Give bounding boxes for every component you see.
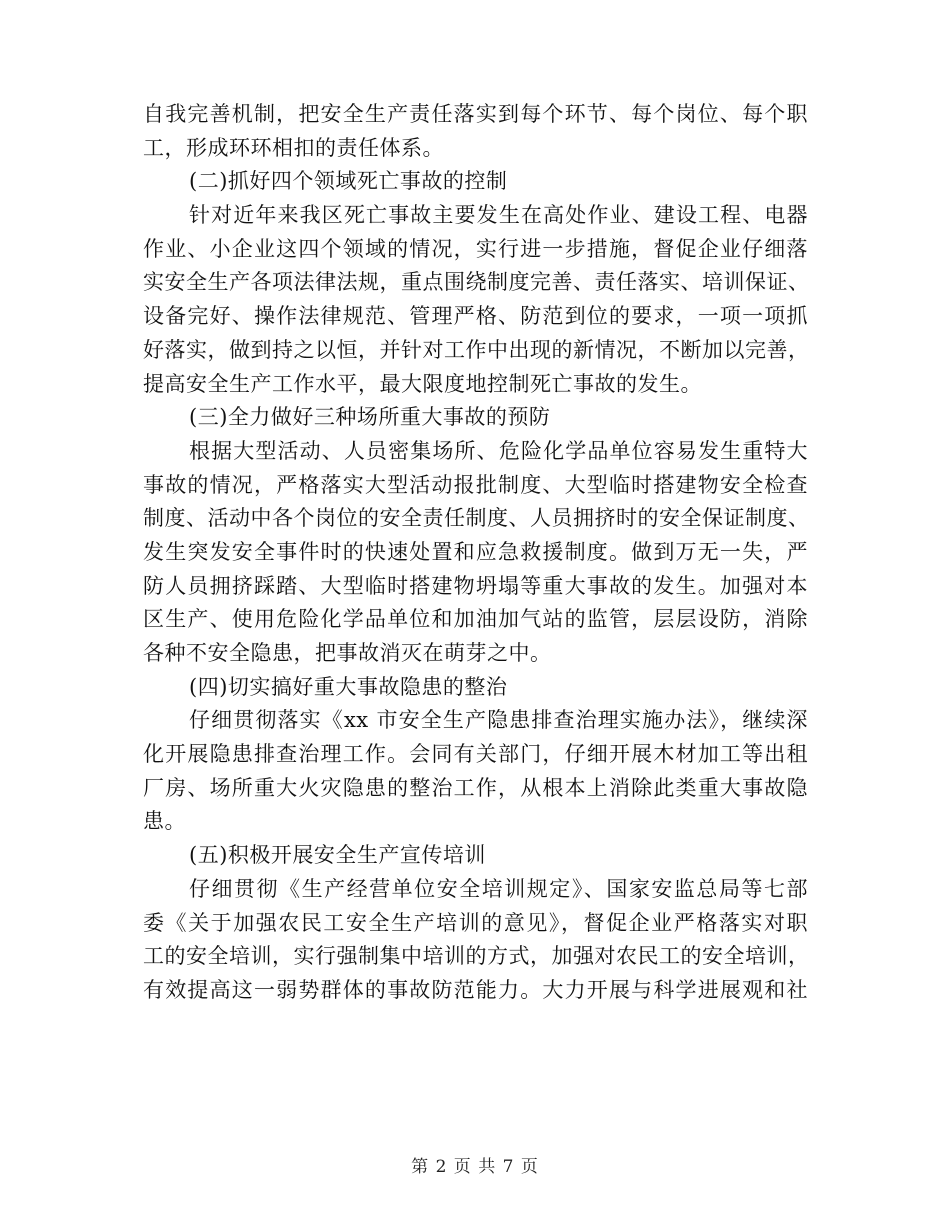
text-line: 工，形成环环相扣的责任体系。: [143, 135, 444, 160]
text-line: 防人员拥挤踩踏、大型临时搭建物坍塌等重大事故的发生。加强对本: [143, 573, 808, 598]
text-line: 委《关于加强农民工安全生产培训的意见》，督促企业严格落实对职: [143, 910, 808, 935]
text-line: 仔细贯彻落实《xx 市安全生产隐患排查治理实施办法》，继续深: [189, 708, 808, 733]
section-heading: (四)切实搞好重大事故隐患的整治: [189, 674, 508, 699]
page-footer: [0, 1152, 950, 1177]
text-line: 实安全生产各项法律法规，重点围绕制度完善、责任落实、培训保证、: [143, 270, 810, 295]
section-heading: (三)全力做好三种场所重大事故的预防: [189, 405, 551, 430]
text-line: 作业、小企业这四个领域的情况，实行进一步措施，督促企业仔细落: [143, 236, 808, 261]
text-line: 提高安全生产工作水平，最大限度地控制死亡事故的发生。: [143, 371, 702, 396]
text-line: 工的安全培训，实行强制集中培训的方式，加强对农民工的安全培训，: [143, 944, 810, 969]
text-line: 厂房、场所重大火灾隐患的整治工作，从根本上消除此类重大事故隐: [143, 775, 808, 800]
document-body: [143, 98, 808, 1008]
text-line: 患。: [143, 809, 186, 834]
text-line: 好落实，做到持之以恒，并针对工作中出现的新情况，不断加以完善，: [143, 337, 810, 362]
text-line: 发生突发安全事件时的快速处置和应急救援制度。做到万无一失，严: [143, 539, 808, 564]
text-line: 制度、活动中各个岗位的安全责任制度、人员拥挤时的安全保证制度、: [143, 506, 810, 531]
text-line: 根据大型活动、人员密集场所、危险化学品单位容易发生重特大: [189, 438, 808, 463]
text-line: 区生产、使用危险化学品单位和加油加气站的监管，层层设防，消除: [143, 607, 808, 632]
section-heading: (二)抓好四个领域死亡事故的控制: [189, 169, 508, 194]
page-number-label: 第 2 页 共 7 页: [411, 1157, 539, 1177]
section-heading: (五)积极开展安全生产宣传培训: [189, 843, 486, 868]
text-line: 有效提高这一弱势群体的事故防范能力。大力开展与科学进展观和社: [143, 977, 808, 1002]
text-line: 针对近年来我区死亡事故主要发生在高处作业、建设工程、电器: [189, 203, 808, 228]
text-line: 化开展隐患排查治理工作。会同有关部门，仔细开展木材加工等出租: [143, 742, 808, 767]
text-line: 自我完善机制，把安全生产责任落实到每个环节、每个岗位、每个职: [143, 102, 808, 126]
text-line: 设备完好、操作法律规范、管理严格、防范到位的要求，一项一项抓: [143, 304, 808, 329]
text-line: 仔细贯彻《生产经营单位安全培训规定》、国家安监总局等七部: [189, 876, 808, 901]
text-line: 事故的情况，严格落实大型活动报批制度、大型临时搭建物安全检查: [143, 472, 808, 497]
text-line: 各种不安全隐患，把事故消灭在萌芽之中。: [143, 641, 552, 665]
